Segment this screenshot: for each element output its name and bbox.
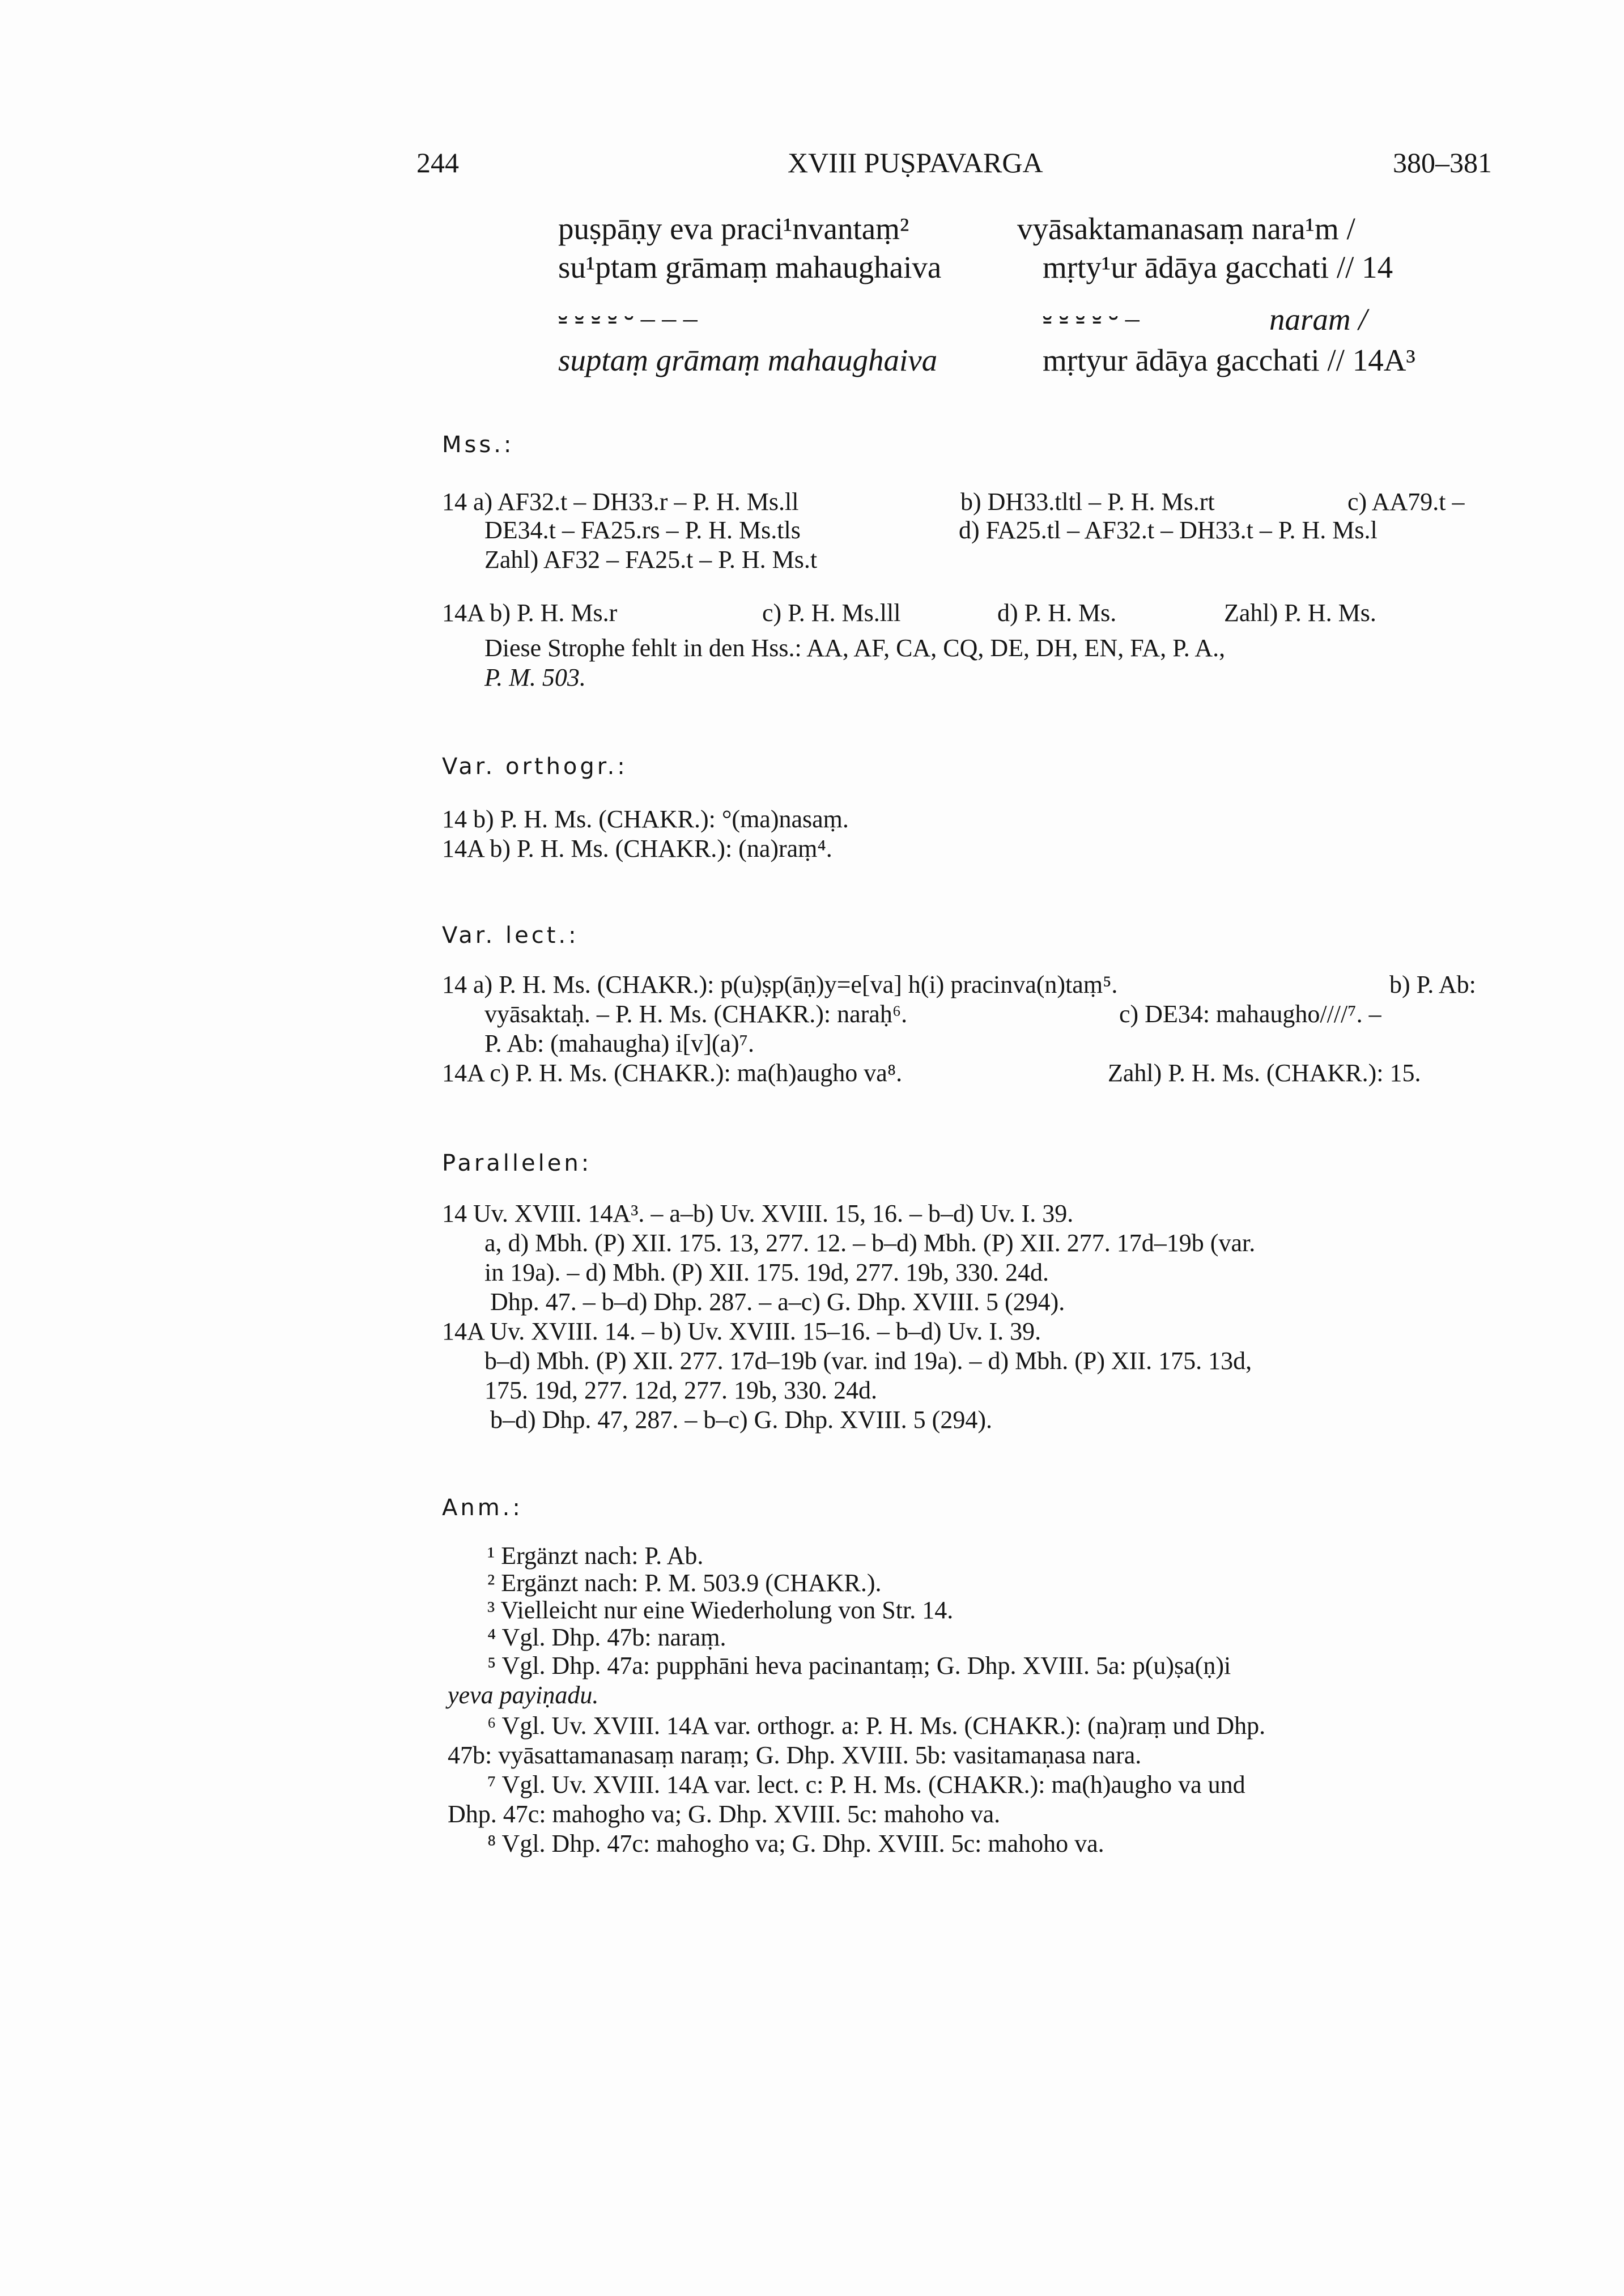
mss-line: c) P. H. Ms.lll: [762, 599, 901, 627]
var-orthogr-line: 14A b) P. H. Ms. (CHAKR.): (na)raṃ⁴.: [442, 835, 832, 862]
verse14A-line2-right: mṛtyur ādāya gacchati // 14A³: [1043, 343, 1415, 377]
verse14-line1-right: vyāsaktamanasaṃ nara¹m /: [1017, 211, 1355, 246]
footnote: ⁸ Vgl. Dhp. 47c: mahogho va; G. Dhp. XVIII. 5c: mahoho va.: [487, 1830, 1104, 1857]
mss-line: DE34.t – FA25.rs – P. H. Ms.tls: [484, 516, 801, 544]
mss-line: c) AA79.t –: [1347, 488, 1465, 516]
var-lect-line: P. Ab: (mahaugha) i[v](a)⁷.: [484, 1030, 754, 1057]
mss-line: d) P. H. Ms.: [997, 599, 1117, 627]
var-orthogr-line: 14 b) P. H. Ms. (CHAKR.): °(ma)nasaṃ.: [442, 805, 849, 833]
var-lect-line: vyāsaktaḥ. – P. H. Ms. (CHAKR.): naraḥ⁶.: [484, 1000, 908, 1028]
footnote: ⁷ Vgl. Uv. XVIII. 14A var. lect. c: P. H. Ms. (CHAKR.): ma(h)augho va und: [487, 1771, 1245, 1798]
verse14-line1-left: puṣpāṇy eva praci¹nvantaṃ²: [558, 211, 909, 246]
var-lect-line: c) DE34: mahaugho////⁷. –: [1119, 1000, 1381, 1028]
parallelen-line: a, d) Mbh. (P) XII. 175. 13, 277. 12. – b–d) Mbh. (P) XII. 277. 17d–19b (var.: [484, 1229, 1256, 1257]
parallelen-line: 175. 19d, 277. 12d, 277. 19b, 330. 24d.: [484, 1376, 877, 1404]
verse14A-meter-right: ⏓ ⏓ ⏓ ⏓ ⏑ –: [1043, 302, 1140, 334]
section-heading-mss: Mss.:: [442, 432, 515, 458]
parallelen-line: Dhp. 47. – b–d) Dhp. 287. – a–c) G. Dhp. XVIII. 5 (294).: [490, 1288, 1065, 1316]
section-heading-anm: Anm.:: [442, 1495, 523, 1521]
page-number: 244: [416, 147, 459, 178]
parallelen-line: 14A Uv. XVIII. 14. – b) Uv. XVIII. 15–16. – b–d) Uv. I. 39.: [442, 1317, 1041, 1345]
mss-line: Zahl) P. H. Ms.: [1224, 599, 1376, 627]
running-title: XVIII PUṢPAVARGA: [788, 147, 1043, 178]
var-lect-line: Zahl) P. H. Ms. (CHAKR.): 15.: [1108, 1059, 1421, 1087]
verse14A-line1-right: naram /: [1269, 302, 1367, 337]
mss-line: d) FA25.tl – AF32.t – DH33.t – P. H. Ms.l: [959, 516, 1378, 544]
parallelen-line: b–d) Mbh. (P) XII. 277. 17d–19b (var. ind 19a). – d) Mbh. (P) XII. 175. 13d,: [484, 1347, 1252, 1375]
footnote: yeva payiṇadu.: [448, 1681, 599, 1709]
section-heading-var-lect: Var. lect.:: [442, 922, 579, 949]
verse14-line2-right: mṛty¹ur ādāya gacchati // 14: [1043, 250, 1393, 284]
mss-line: b) DH33.tltl – P. H. Ms.rt: [960, 488, 1215, 516]
verse-range: 380–381: [1393, 147, 1492, 178]
section-heading-var-orthogr: Var. orthogr.:: [442, 754, 628, 780]
mss-line: Diese Strophe fehlt in den Hss.: AA, AF, CA, CQ, DE, DH, EN, FA, P. A.,: [484, 634, 1226, 662]
footnote: Dhp. 47c: mahogho va; G. Dhp. XVIII. 5c: mahoho va.: [448, 1800, 1001, 1828]
parallelen-line: b–d) Dhp. 47, 287. – b–c) G. Dhp. XVIII. 5 (294).: [490, 1406, 992, 1434]
footnote: ² Ergänzt nach: P. M. 503.9 (CHAKR.).: [487, 1569, 882, 1597]
footnote: ³ Vielleicht nur eine Wiederholung von Str. 14.: [487, 1596, 954, 1624]
verse14A-line2-left: suptaṃ grāmaṃ mahaughaiva: [558, 343, 938, 377]
footnote: ⁶ Vgl. Uv. XVIII. 14A var. orthogr. a: P. H. Ms. (CHAKR.): (na)raṃ und Dhp.: [487, 1712, 1266, 1740]
mss-line: 14A b) P. H. Ms.r: [442, 599, 618, 627]
footnote: 47b: vyāsattamanasaṃ naraṃ; G. Dhp. XVIII. 5b: vasitamaṇasa nara.: [448, 1741, 1142, 1769]
footnote: ⁵ Vgl. Dhp. 47a: pupphāni heva pacinantaṃ; G. Dhp. XVIII. 5a: p(u)ṣa(ṇ)i: [487, 1652, 1231, 1680]
mss-line: 14 a) AF32.t – DH33.r – P. H. Ms.ll: [442, 488, 799, 516]
verse14A-meter-left: ⏓ ⏓ ⏓ ⏓ ⏑ – – –: [558, 302, 698, 334]
verse14-line2-left: su¹ptam grāmaṃ mahaughaiva: [558, 250, 942, 284]
parallelen-line: in 19a). – d) Mbh. (P) XII. 175. 19d, 277. 19b, 330. 24d.: [484, 1258, 1049, 1286]
footnote: ⁴ Vgl. Dhp. 47b: naraṃ.: [487, 1623, 726, 1651]
footnote: ¹ Ergänzt nach: P. Ab.: [487, 1542, 704, 1570]
section-heading-parallelen: Parallelen:: [442, 1150, 592, 1176]
var-lect-line: 14 a) P. H. Ms. (CHAKR.): p(u)ṣp(āṇ)y=e[va] h(i) pracinva(n)taṃ⁵.: [442, 971, 1118, 998]
mss-line: Zahl) AF32 – FA25.t – P. H. Ms.t: [484, 546, 818, 573]
var-lect-line: b) P. Ab:: [1389, 971, 1476, 998]
var-lect-line: 14A c) P. H. Ms. (CHAKR.): ma(h)augho va⁸.: [442, 1059, 903, 1087]
mss-line: P. M. 503.: [484, 664, 586, 691]
parallelen-line: 14 Uv. XVIII. 14A³. – a–b) Uv. XVIII. 15, 16. – b–d) Uv. I. 39.: [442, 1200, 1074, 1227]
